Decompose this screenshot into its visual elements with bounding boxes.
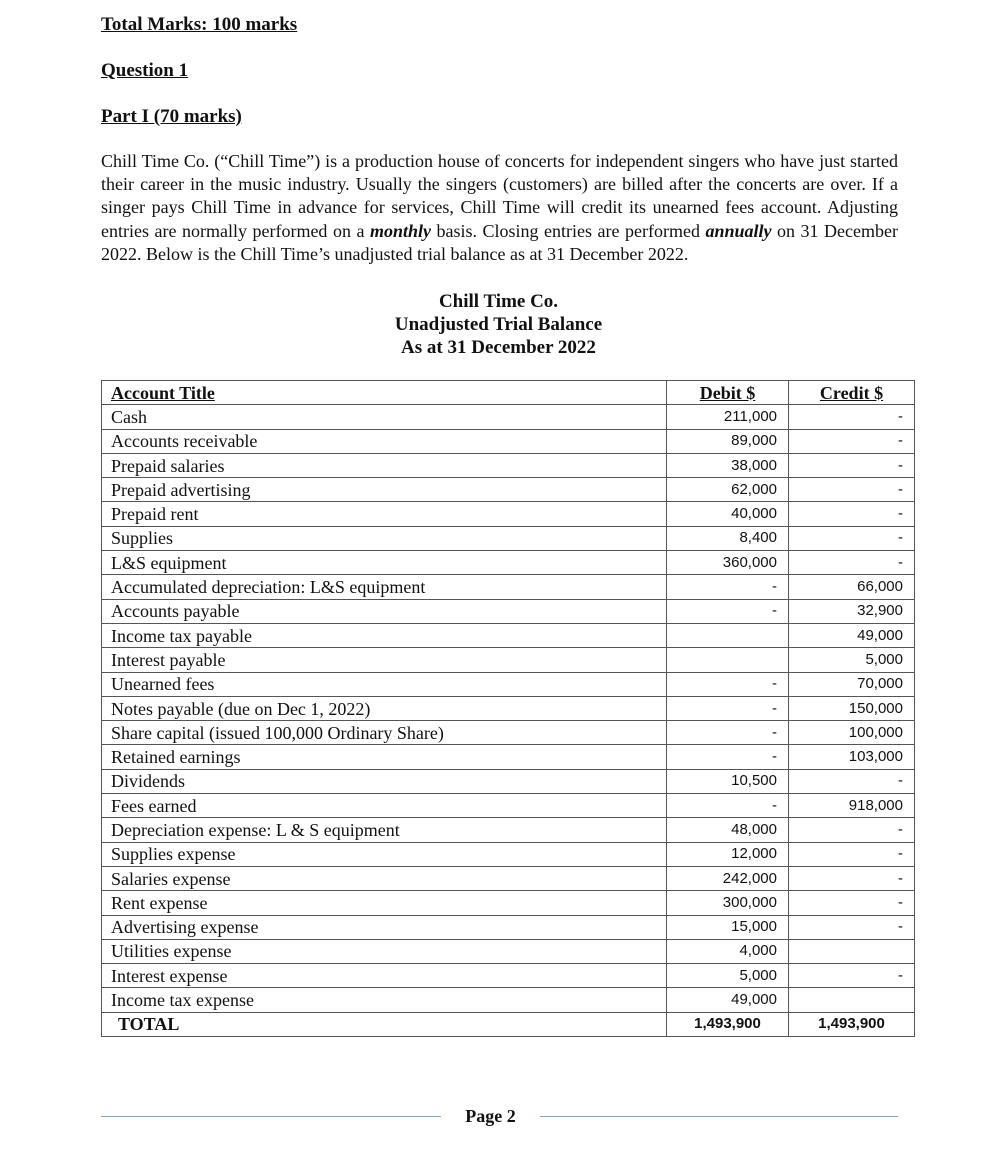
credit-cell: 100,000 (789, 721, 915, 745)
credit-header: Credit $ (789, 381, 915, 405)
credit-cell (789, 939, 915, 963)
table-row (102, 405, 915, 429)
table-row (102, 526, 915, 550)
debit-cell (667, 648, 789, 672)
table-row (102, 453, 915, 477)
debit-cell (667, 623, 789, 647)
credit-cell: - (789, 429, 915, 453)
debit-cell: 38,000 (667, 453, 789, 477)
debit-cell: - (667, 745, 789, 769)
intro-text-1: Chill Time Co. (“Chill Time”) is a production house of concerts for independent singers who have just started their career in the music industry. Usually the singers (customers) are billed after the concerts are over. If a singer pays Chill Time in advance for services, Chill Time will credit its unearned fees account. Adjusting entries are normally performed on a (101, 151, 898, 241)
debit-cell: - (667, 794, 789, 818)
credit-cell: 150,000 (789, 696, 915, 720)
debit-cell: 48,000 (667, 818, 789, 842)
table-row (102, 939, 915, 963)
debit-cell: 5,000 (667, 964, 789, 988)
account-cell: Notes payable (due on Dec 1, 2022) (102, 696, 667, 720)
account-cell: Prepaid rent (102, 502, 667, 526)
table-row (102, 478, 915, 502)
credit-cell: - (789, 551, 915, 575)
table-row (102, 672, 915, 696)
statement-title: Unadjusted Trial Balance (394, 314, 603, 335)
account-cell: Interest payable (102, 648, 667, 672)
credit-cell: 66,000 (789, 575, 915, 599)
account-cell: Fees earned (102, 794, 667, 818)
credit-cell: - (789, 769, 915, 793)
credit-cell: - (789, 405, 915, 429)
account-cell: Accounts payable (102, 599, 667, 623)
intro-paragraph (101, 150, 898, 266)
table-row (102, 866, 915, 890)
account-cell: Accumulated depreciation: L&S equipment (102, 575, 667, 599)
account-cell: Advertising expense (102, 915, 667, 939)
account-cell: Rent expense (102, 891, 667, 915)
debit-cell: 360,000 (667, 551, 789, 575)
account-cell: Supplies (102, 526, 667, 550)
total-debit: 1,493,900 (667, 1012, 789, 1036)
debit-cell: 12,000 (667, 842, 789, 866)
account-cell: Supplies expense (102, 842, 667, 866)
total-row (102, 1012, 915, 1036)
page-number: Page 2 (465, 1106, 516, 1126)
table-row (102, 915, 915, 939)
account-cell: Retained earnings (102, 745, 667, 769)
debit-cell: - (667, 599, 789, 623)
credit-cell: - (789, 964, 915, 988)
credit-cell: - (789, 818, 915, 842)
table-row (102, 696, 915, 720)
debit-cell: 211,000 (667, 405, 789, 429)
intro-text-3: on 31 December 2022. Below is the Chill Time’s unadjusted trial balance as at 31 December 2022. (101, 220, 899, 264)
account-cell: Income tax expense (102, 988, 667, 1012)
table-row (102, 648, 915, 672)
debit-cell: 242,000 (667, 866, 789, 890)
trial-balance-table (101, 380, 915, 1037)
account-cell: Prepaid advertising (102, 478, 667, 502)
table-row (102, 964, 915, 988)
emphasis-annually: annually (705, 220, 772, 241)
total-label: TOTAL (102, 1012, 667, 1036)
debit-cell: - (667, 696, 789, 720)
debit-cell: 62,000 (667, 478, 789, 502)
total-marks-heading: Total Marks: 100 marks (101, 14, 298, 35)
debit-cell: - (667, 672, 789, 696)
table-body (102, 405, 915, 1012)
credit-cell: - (789, 526, 915, 550)
emphasis-monthly: monthly (369, 220, 431, 241)
debit-cell: 89,000 (667, 429, 789, 453)
table-row (102, 599, 915, 623)
table-row (102, 988, 915, 1012)
account-cell: Depreciation expense: L & S equipment (102, 818, 667, 842)
account-cell: Utilities expense (102, 939, 667, 963)
table-row (102, 818, 915, 842)
table-row (102, 721, 915, 745)
account-cell: Interest expense (102, 964, 667, 988)
credit-cell: 5,000 (789, 648, 915, 672)
debit-cell: - (667, 721, 789, 745)
credit-cell: - (789, 502, 915, 526)
table-row (102, 429, 915, 453)
table-row (102, 551, 915, 575)
debit-cell: 8,400 (667, 526, 789, 550)
credit-cell: - (789, 453, 915, 477)
credit-cell (789, 988, 915, 1012)
account-cell: L&S equipment (102, 551, 667, 575)
footer-rule-left (101, 1116, 441, 1117)
credit-cell: 103,000 (789, 745, 915, 769)
credit-cell: - (789, 891, 915, 915)
account-cell: Salaries expense (102, 866, 667, 890)
account-cell: Unearned fees (102, 672, 667, 696)
company-name: Chill Time Co. (438, 291, 559, 312)
credit-cell: - (789, 478, 915, 502)
account-title-header: Account Title (102, 381, 667, 405)
credit-cell: 918,000 (789, 794, 915, 818)
intro-text-2: basis. Closing entries are performed (430, 220, 706, 241)
table-row (102, 842, 915, 866)
credit-cell: 49,000 (789, 623, 915, 647)
credit-cell: 70,000 (789, 672, 915, 696)
debit-cell: 15,000 (667, 915, 789, 939)
credit-cell: - (789, 866, 915, 890)
credit-cell: 32,900 (789, 599, 915, 623)
account-cell: Cash (102, 405, 667, 429)
account-cell: Dividends (102, 769, 667, 793)
question-heading: Question 1 (101, 60, 189, 81)
debit-cell: 4,000 (667, 939, 789, 963)
debit-header: Debit $ (667, 381, 789, 405)
total-credit: 1,493,900 (789, 1012, 915, 1036)
credit-cell: - (789, 842, 915, 866)
debit-cell: - (667, 575, 789, 599)
part-heading: Part I (70 marks) (101, 106, 242, 127)
table-row (102, 794, 915, 818)
table-row (102, 623, 915, 647)
debit-cell: 300,000 (667, 891, 789, 915)
table-row (102, 502, 915, 526)
account-cell: Share capital (issued 100,000 Ordinary Share) (102, 721, 667, 745)
account-cell: Income tax payable (102, 623, 667, 647)
footer-rule-right (540, 1116, 898, 1117)
statement-date: As at 31 December 2022 (401, 337, 596, 358)
account-cell: Accounts receivable (102, 429, 667, 453)
table-row (102, 575, 915, 599)
account-cell: Prepaid salaries (102, 453, 667, 477)
table-row (102, 745, 915, 769)
debit-cell: 40,000 (667, 502, 789, 526)
table-header-row (102, 381, 915, 405)
debit-cell: 49,000 (667, 988, 789, 1012)
table-row (102, 891, 915, 915)
table-row (102, 769, 915, 793)
debit-cell: 10,500 (667, 769, 789, 793)
credit-cell: - (789, 915, 915, 939)
